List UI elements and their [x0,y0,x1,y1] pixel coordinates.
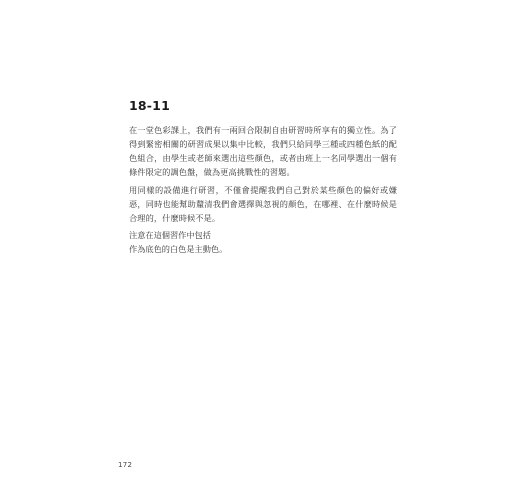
note-line-2: 作為底色的白色是主動色。 [129,244,228,254]
page-number: 172 [118,461,133,469]
exercise-note [129,228,227,256]
note-line-1: 注意在這個習作中包括 [129,230,211,240]
body-paragraph-2: 用同樣的設備進行研習，不僅會提醒我們自己對於某些顏色的偏好或嫌惡，同時也能幫助釐清我們會選擇與忽視的顏色，在哪裡、在什麼時候是合理的，什麼時候不是。 [129,185,397,223]
section-number-heading: 18-11 [129,98,170,113]
body-paragraph-1: 在一堂色彩課上，我們有一兩回合限制自由研習時所享有的獨立性。為了得到緊密相關的研習成果以集中比較，我們只給同學三種或四種色紙的配色組合，由學生或老師來選出這些顏色，或者由班上一名同學選出一個有條件限定的調色盤，做為更高挑戰性的習題。 [129,125,397,177]
